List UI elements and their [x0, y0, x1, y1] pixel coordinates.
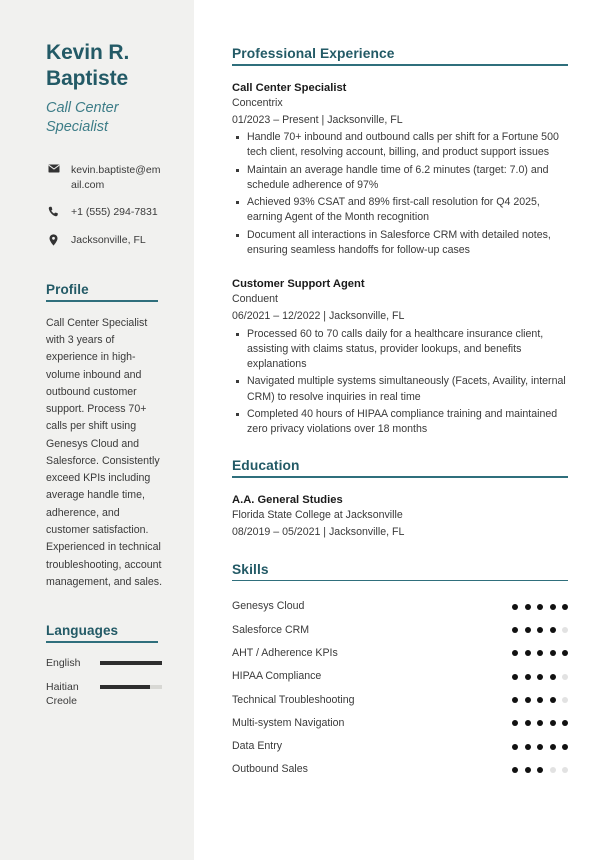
profile-heading: Profile — [46, 282, 89, 298]
language-item — [46, 680, 162, 708]
languages-heading-rule — [46, 641, 158, 643]
education-heading-rule — [232, 476, 568, 478]
skill-dot-filled — [525, 650, 531, 656]
experience-bullet: Achieved 93% CSAT and 89% first-call resolution for Q4 2025, earning Agent of the Month recognition — [245, 195, 568, 226]
contact-phone-text[interactable]: +1 (555) 294-7831 — [71, 206, 158, 219]
sidebar-section-languages — [46, 623, 162, 708]
skill-name: Outbound Sales — [232, 763, 308, 776]
experience-entry — [232, 276, 568, 437]
skill-dot-filled — [550, 697, 556, 703]
skill-rating-dots — [512, 674, 568, 680]
skill-dot-filled — [550, 627, 556, 633]
skill-dot-filled — [537, 767, 543, 773]
skill-dot-filled — [537, 697, 543, 703]
skill-name: Technical Troubleshooting — [232, 693, 355, 706]
skill-rating-dots — [512, 697, 568, 703]
education-list — [232, 492, 568, 541]
skill-dot-filled — [562, 744, 568, 750]
experience-bullet: Navigated multiple systems simultaneously (Facets, Availity, internal CRM) to resolve inquiries in real time — [245, 374, 568, 405]
skill-dot-filled — [550, 650, 556, 656]
experience-company: Conduent — [232, 293, 278, 306]
skill-dot-filled — [512, 767, 518, 773]
skill-rating-dots — [512, 627, 568, 633]
skill-row — [232, 688, 568, 711]
skill-dot-filled — [512, 720, 518, 726]
skill-dot-empty — [562, 697, 568, 703]
skill-row — [232, 618, 568, 641]
skill-dot-filled — [537, 604, 543, 610]
skill-name: Data Entry — [232, 740, 283, 753]
sidebar-section-profile — [46, 282, 162, 591]
experience-heading-rule — [232, 64, 568, 66]
skill-name: Multi-system Navigation — [232, 716, 345, 729]
skill-rating-dots — [512, 650, 568, 656]
section-education — [232, 458, 568, 540]
skill-rating-dots — [512, 604, 568, 610]
skill-rating-dots — [512, 767, 568, 773]
experience-entry — [232, 80, 568, 259]
location-pin-icon — [46, 234, 61, 246]
experience-bullet-list — [232, 327, 568, 438]
skill-dot-filled — [525, 604, 531, 610]
language-name: Haitian Creole — [46, 680, 79, 707]
contact-list — [46, 163, 162, 249]
skill-row — [232, 642, 568, 665]
section-skills — [232, 562, 568, 782]
skill-row — [232, 712, 568, 735]
contact-location-text: Jacksonville, FL — [71, 234, 146, 247]
skill-dot-filled — [512, 674, 518, 680]
profile-text: Call Center Specialist with 3 years of experience in high-volume inbound and outbound customer support. Process 70+ calls per shift using Genesys Cloud and Salesforce. Consistently exceed KPIs including average handle time, adherence, and customer satisfaction. Experienced in technical troubleshooting, account management, and sales. — [46, 316, 163, 588]
skills-heading: Skills — [232, 561, 269, 577]
main-content — [194, 0, 608, 860]
skill-dot-filled — [512, 627, 518, 633]
skill-dot-empty — [562, 767, 568, 773]
skill-dot-filled — [550, 604, 556, 610]
skill-name: Salesforce CRM — [232, 623, 310, 636]
languages-list — [46, 656, 162, 709]
language-level-fill — [100, 661, 162, 665]
skill-dot-empty — [550, 767, 556, 773]
experience-bullet: Maintain an average handle time of 6.2 minutes (target: 7.0) and schedule adherence of 97% — [245, 163, 568, 194]
candidate-name: Kevin R. Baptiste — [46, 41, 130, 91]
skill-dot-filled — [525, 627, 531, 633]
skill-rating-dots — [512, 744, 568, 750]
experience-dates-location: 06/2021 – 12/2022 | Jacksonville, FL — [232, 310, 405, 323]
skill-row — [232, 735, 568, 758]
languages-heading: Languages — [46, 623, 119, 639]
experience-list — [232, 80, 568, 438]
experience-bullet-list — [232, 130, 568, 258]
sidebar — [0, 0, 194, 860]
skill-dot-filled — [512, 650, 518, 656]
education-dates-location: 08/2019 – 05/2021 | Jacksonville, FL — [232, 526, 405, 539]
skill-row — [232, 595, 568, 618]
skill-dot-filled — [562, 604, 568, 610]
skill-dot-filled — [512, 604, 518, 610]
experience-role: Call Center Specialist — [232, 81, 347, 94]
phone-icon — [46, 206, 61, 217]
skill-dot-filled — [537, 720, 543, 726]
skills-list — [232, 595, 568, 781]
language-level-fill — [100, 685, 150, 689]
skill-dot-filled — [562, 720, 568, 726]
candidate-job-title: Call Center Specialist — [46, 99, 119, 135]
section-experience — [232, 46, 568, 437]
skill-dot-filled — [525, 674, 531, 680]
skills-heading-rule — [232, 580, 568, 582]
language-name: English — [46, 656, 81, 669]
skill-name: HIPAA Compliance — [232, 670, 322, 683]
skill-dot-empty — [562, 674, 568, 680]
skill-dot-filled — [525, 744, 531, 750]
skill-dot-filled — [525, 767, 531, 773]
experience-heading: Professional Experience — [232, 46, 395, 61]
skill-row — [232, 665, 568, 688]
skill-dot-empty — [562, 627, 568, 633]
experience-role: Customer Support Agent — [232, 278, 365, 291]
skill-dot-filled — [512, 697, 518, 703]
skill-dot-filled — [537, 650, 543, 656]
skill-dot-filled — [537, 627, 543, 633]
education-degree: A.A. General Studies — [232, 494, 343, 506]
skill-rating-dots — [512, 720, 568, 726]
skill-dot-filled — [525, 697, 531, 703]
experience-bullet: Handle 70+ inbound and outbound calls per shift for a Fortune 500 tech client, resolving account, billing, and product support issues — [245, 130, 568, 161]
experience-dates-location: 01/2023 – Present | Jacksonville, FL — [232, 113, 403, 126]
language-level-bar — [100, 685, 162, 689]
skill-dot-filled — [525, 720, 531, 726]
skill-name: AHT / Adherence KPIs — [232, 646, 338, 659]
skill-dot-filled — [550, 720, 556, 726]
skill-dot-filled — [512, 744, 518, 750]
contact-email-text[interactable]: kevin.baptiste@email.com — [71, 163, 161, 191]
experience-bullet: Document all interactions in Salesforce CRM with detailed notes, ensuring seamless handoffs for follow-up cases — [245, 228, 568, 259]
contact-item-location — [46, 233, 162, 248]
skill-row — [232, 758, 568, 781]
experience-bullet: Completed 40 hours of HIPAA compliance training and maintained zero privacy violations over 18 months — [245, 407, 568, 438]
education-heading: Education — [232, 458, 300, 474]
skill-dot-filled — [537, 744, 543, 750]
education-entry — [232, 492, 568, 541]
language-level-bar — [100, 661, 162, 665]
profile-heading-rule — [46, 300, 158, 302]
skill-dot-filled — [550, 744, 556, 750]
envelope-icon — [46, 164, 61, 173]
contact-item-email — [46, 163, 162, 193]
education-school: Florida State College at Jacksonville — [232, 509, 403, 522]
experience-company: Concentrix — [232, 96, 283, 109]
contact-item-phone — [46, 205, 162, 220]
language-item — [46, 656, 162, 670]
skill-name: Genesys Cloud — [232, 600, 305, 613]
skill-dot-filled — [537, 674, 543, 680]
experience-bullet: Processed 60 to 70 calls daily for a healthcare insurance client, assisting with claims status, provider lookups, and benefits explanations — [245, 327, 568, 373]
skill-dot-filled — [562, 650, 568, 656]
skill-dot-filled — [550, 674, 556, 680]
